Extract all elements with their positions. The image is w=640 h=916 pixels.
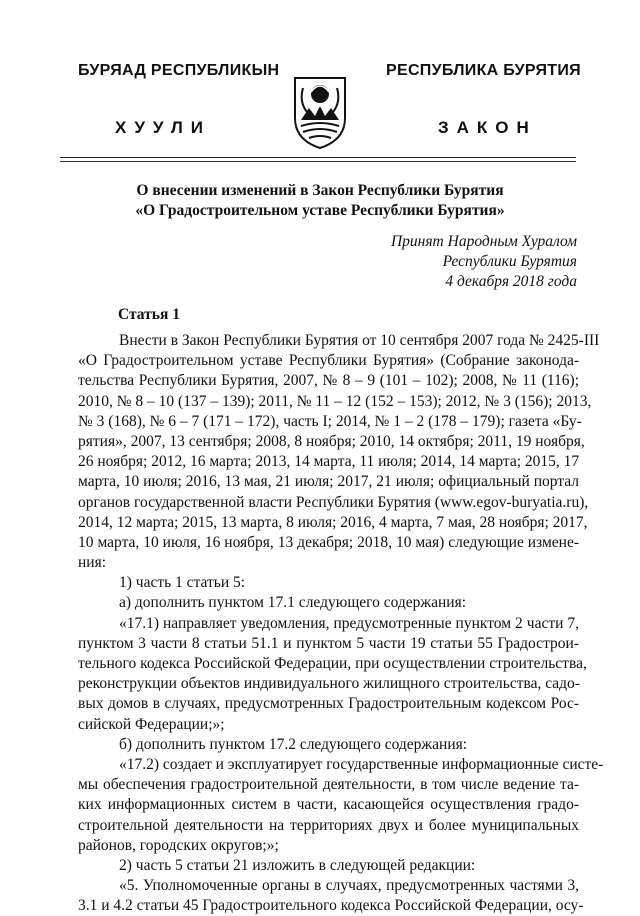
body-line: а) дополнить пунктом 17.1 следующего содержания: [119,594,467,612]
body-line: ких информационных систем в части, касающейся осуществления градо- [78,796,579,814]
body-line: 2014, 12 марта; 2015, 13 марта, 8 июля; 2016, 4 марта, 7 мая, 28 ноября; 2017, [78,513,588,531]
body-line: рятия», 2007, 13 сентября; 2008, 8 ноября; 2010, 14 октября; 2011, 19 ноября, [78,432,585,450]
body-line: «17.1) направляет уведомления, предусмотренные пунктом 2 части 7, [119,614,579,632]
body-line: марта, 10 июля; 2016, 13 мая, 21 июля; 2017, 21 июля; официальный портал [78,473,579,491]
article-heading: Статья 1 [118,306,180,323]
body-line: «5. Уполномоченные органы в случаях, предусмотренных частями 3, [119,877,579,895]
body-line: районов, городских округов;»; [78,836,279,854]
body-line: 3.1 и 4.2 статьи 45 Градостроительного кодекса Российской Федерации, осу- [78,897,584,915]
body-line: органов государственной власти Республики Бурятия (www.egov-buryatia.ru), [78,493,589,511]
body-line: вых домов в случаях, предусмотренных Градостроительным кодексом Рос- [78,695,579,713]
body-line: ния: [78,554,107,572]
header-left-top: БУРЯАД РЕСПУБЛИКЫН [78,62,280,79]
body-line: тельного кодекса Российской Федерации, при осуществлении строительства, [78,655,587,672]
body-line: тельства Республики Бурятия, 2007, № 8 – 9 (101 – 102); 2008, № 11 (116); [78,372,579,390]
header-right-top: РЕСПУБЛИКА БУРЯТИЯ [386,62,581,79]
law-title-line-1: О внесении изменений в Закон Республики Бурятия [136,182,504,199]
article-body [78,331,604,916]
adopted-line-1: Принят Народным Хуралом [390,233,577,250]
body-line: «О Градостроительном уставе Республики Бурятия» (Собрание законода- [78,352,579,370]
body-line: пунктом 3 части 8 статьи 51.1 и пунктом 5 части 19 статьи 55 Градострои- [78,634,579,652]
body-line: б) дополнить пунктом 17.2 следующего содержания: [119,735,468,753]
adopted-line-3: 4 декабря 2018 года [445,273,577,290]
coat-of-arms-emblem [289,68,351,150]
body-line: реконструкции объектов индивидуального жилищного строительства, садо- [78,675,580,693]
header-rule-thick [60,157,576,158]
header-rule-thin [60,161,576,162]
body-line: 2) часть 5 статьи 21 изложить в следующей редакции: [119,856,476,874]
body-line: 1) часть 1 статьи 5: [119,574,246,592]
body-line: Внести в Закон Республики Бурятия от 10 сентября 2007 года № 2425-III [119,332,600,349]
body-line: сийской Федерации;»; [78,715,225,733]
adopted-line-2: Республики Бурятия [442,253,577,270]
body-line: 26 ноября; 2012, 16 марта; 2013, 14 марта, 11 июля; 2014, 14 марта; 2015, 17 [78,453,580,471]
body-line: строительной деятельности на территориях двух и более муниципальных [78,816,579,834]
body-line: мы обеспечения градостроительной деятельности, в том числе ведение та- [78,776,579,794]
header-right-bottom: ЗАКОН [438,118,537,137]
header-left-bottom: ХУУЛИ [115,118,211,137]
body-line: № 3 (168), № 6 – 7 (171 – 172), часть I; 2014, № 1 – 2 (178 – 179); газета «Бу- [78,412,582,430]
body-line: «17.2) создает и эксплуатирует государственные информационные систе- [119,755,604,773]
law-title-line-2: «О Градостроительном уставе Республики Бурятия» [135,202,505,219]
body-line: 10 марта, 10 июля, 16 ноября, 13 декабря; 2018, 10 мая) следующие измене- [78,533,579,551]
body-line: 2010, № 8 – 10 (137 – 139); 2011, № 11 – 12 (152 – 153); 2012, № 3 (156); 2013, [78,392,592,410]
